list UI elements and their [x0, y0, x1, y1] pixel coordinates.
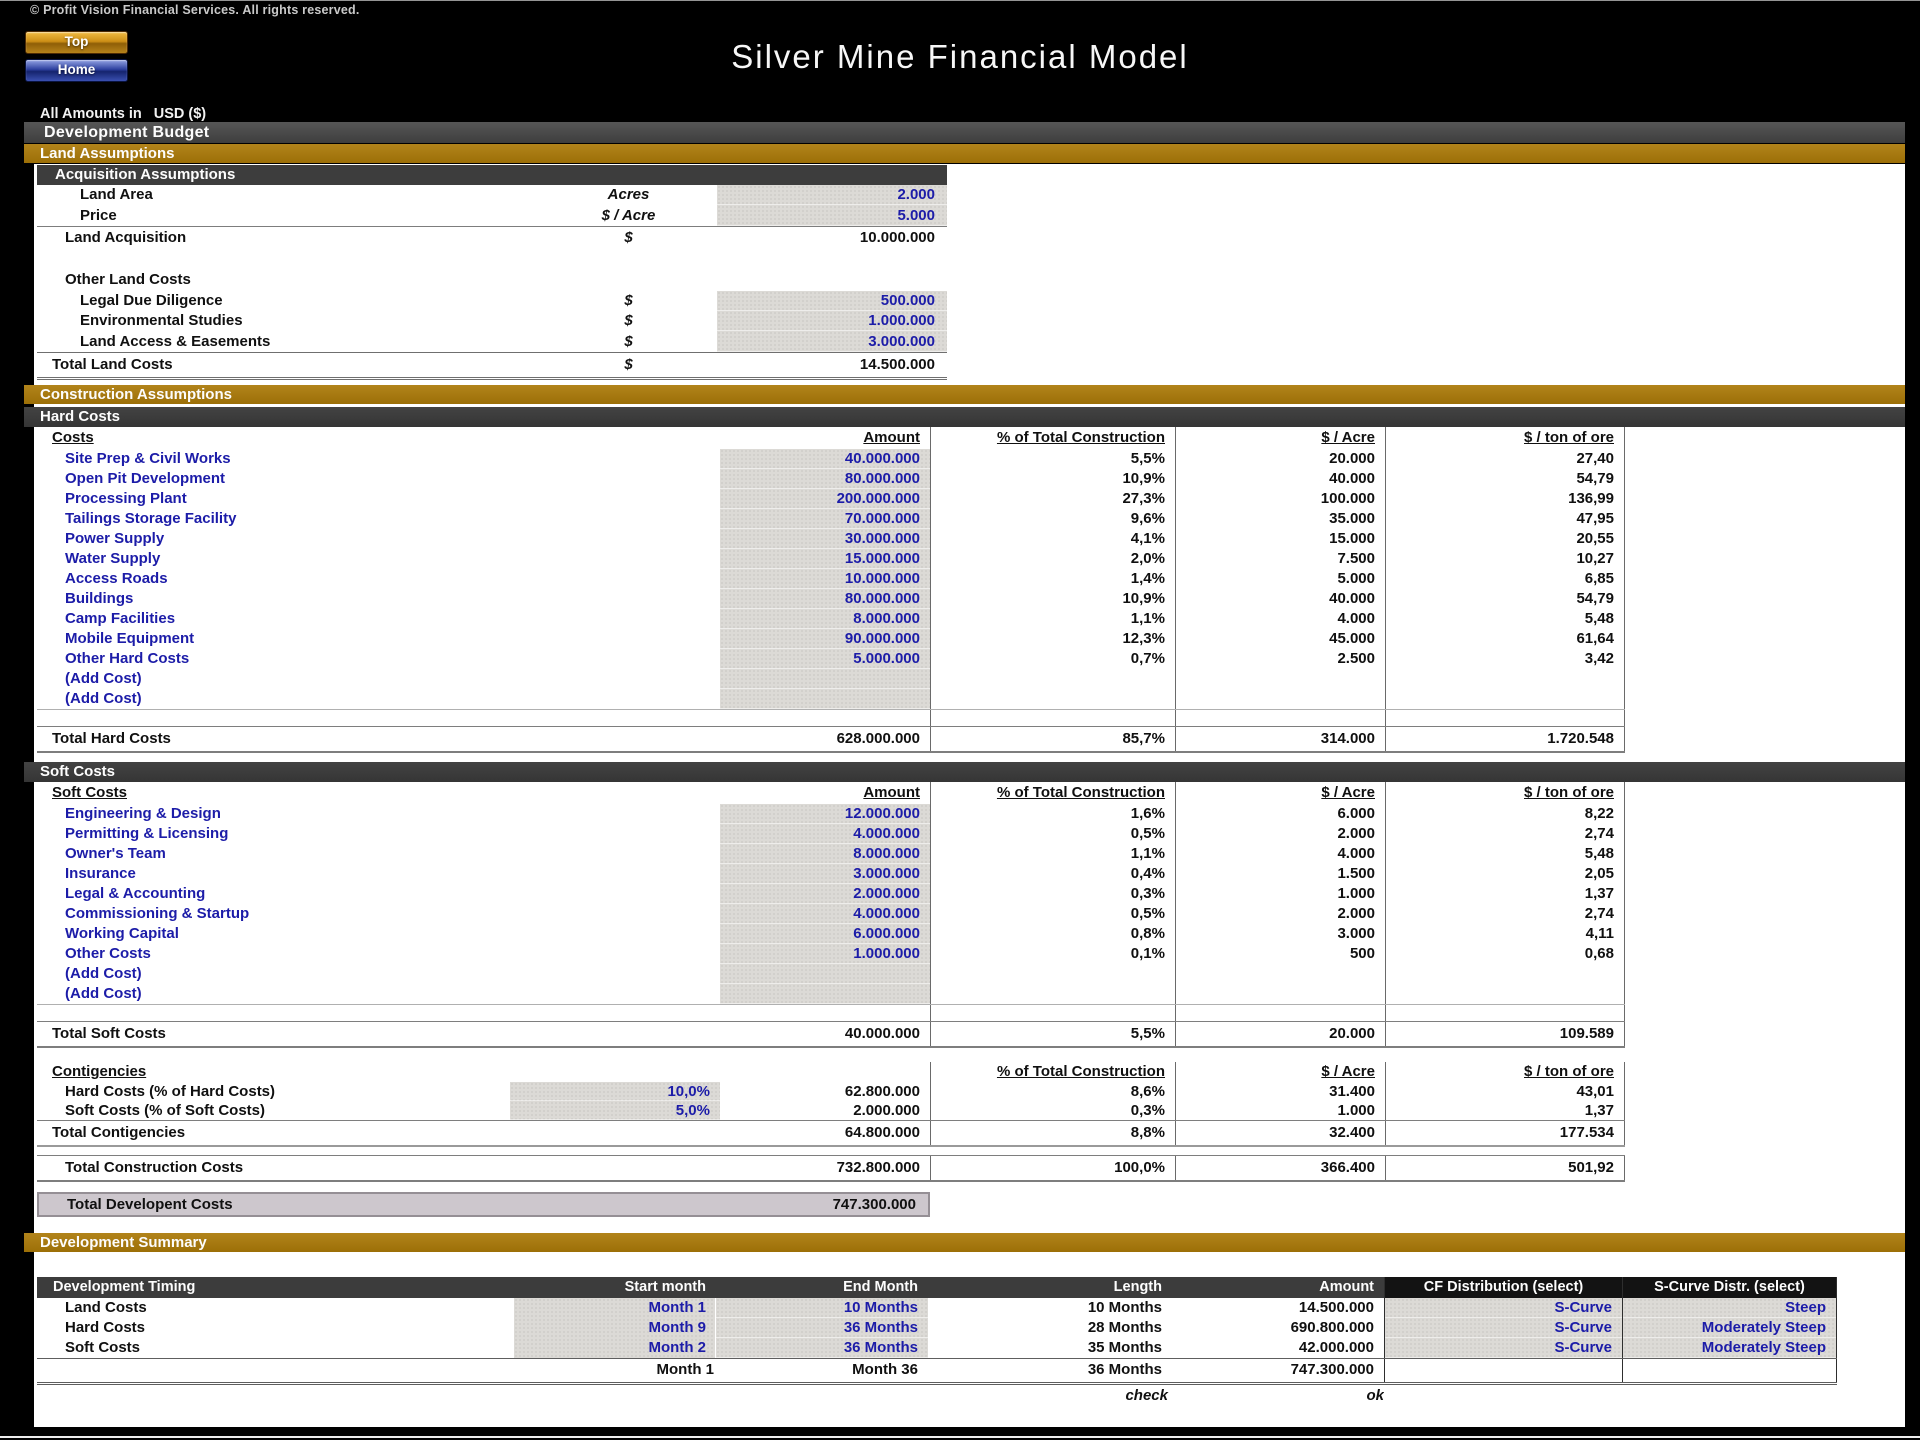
cost-label[interactable]: Mobile Equipment — [65, 630, 195, 647]
total-per-acre: 32.400 — [1175, 1121, 1385, 1145]
table-row — [37, 844, 1625, 864]
per-acre-cell: 1.000 — [1175, 1101, 1385, 1120]
value-cell: 10.000.000 — [859, 229, 935, 246]
col-header-pct: % of Total Construction — [930, 427, 1175, 449]
cost-label[interactable]: Buildings — [65, 590, 134, 607]
amount-input[interactable]: 15.000.000 — [720, 549, 930, 569]
section-development-summary: Development Summary — [24, 1233, 1905, 1252]
table-row — [37, 185, 947, 205]
per-acre-cell: 4.000 — [1175, 609, 1385, 629]
total-per-acre: 366.400 — [1175, 1156, 1385, 1180]
cost-label[interactable]: Engineering & Design — [65, 805, 221, 822]
check-label: check — [1125, 1387, 1168, 1404]
cost-label[interactable]: Power Supply — [65, 530, 165, 547]
soft-costs-table — [37, 782, 1625, 1048]
check-row — [37, 1385, 1837, 1406]
contingencies-table — [37, 1062, 1625, 1147]
cf-distribution-select[interactable]: S-Curve — [1384, 1318, 1622, 1338]
home-button[interactable]: Home — [25, 59, 128, 82]
amount-cell: 14.500.000 — [1298, 1299, 1374, 1316]
col-header-per-ton: $ / ton of ore — [1385, 1062, 1625, 1082]
per-ton-cell: 10,27 — [1385, 549, 1625, 569]
total-amount: 732.800.000 — [836, 1159, 920, 1176]
length-cell: 28 Months — [1087, 1319, 1162, 1336]
total-per-ton: 177.534 — [1385, 1121, 1625, 1145]
amount-input[interactable] — [720, 689, 930, 709]
per-acre-cell: 1.500 — [1175, 864, 1385, 884]
scurve-select[interactable]: Moderately Steep — [1622, 1318, 1837, 1338]
total-value: 14.500.000 — [859, 356, 935, 373]
unit-cell: $ — [624, 356, 633, 373]
total-label: Total Land Costs — [52, 356, 173, 373]
per-acre-cell: 2.000 — [1175, 904, 1385, 924]
top-button[interactable]: Top — [25, 31, 128, 54]
per-acre-cell: 15.000 — [1175, 529, 1385, 549]
end-month-input[interactable]: 10 Months — [716, 1298, 928, 1318]
amount-input[interactable]: 6.000.000 — [720, 924, 930, 944]
cost-label[interactable]: Access Roads — [65, 570, 168, 587]
cost-label[interactable]: Open Pit Development — [65, 470, 226, 487]
col-header-start: Start month — [514, 1277, 716, 1298]
spacer-row — [37, 249, 947, 269]
total-row — [37, 1358, 1837, 1385]
col-header-pct: % of Total Construction — [930, 1062, 1175, 1082]
per-ton-cell: 1,37 — [1385, 884, 1625, 904]
per-acre-cell: 6.000 — [1175, 804, 1385, 824]
total-pct: 5,5% — [930, 1022, 1175, 1046]
end-month-input[interactable]: 36 Months — [716, 1338, 928, 1358]
total-per-acre: 314.000 — [1175, 727, 1385, 751]
pct-cell: 12,3% — [930, 629, 1175, 649]
total-label: Total Soft Costs — [52, 1025, 166, 1042]
check-status: ok — [1366, 1387, 1384, 1404]
total-per-ton: 1.720.548 — [1385, 727, 1625, 751]
add-cost-label[interactable]: (Add Cost) — [65, 965, 142, 982]
per-acre-cell: 2.000 — [1175, 824, 1385, 844]
amount-input[interactable]: 12.000.000 — [720, 804, 930, 824]
amount-input[interactable] — [720, 984, 930, 1004]
total-per-acre: 20.000 — [1175, 1022, 1385, 1046]
col-header-soft-costs: Soft Costs — [52, 784, 127, 801]
end-month-input[interactable]: 36 Months — [716, 1318, 928, 1338]
row-label: Land Costs — [65, 1299, 147, 1316]
cost-label[interactable]: Site Prep & Civil Works — [65, 450, 231, 467]
row-label: Hard Costs (% of Hard Costs) — [65, 1083, 276, 1100]
unit-cell: $ / Acre — [601, 207, 656, 224]
cost-label[interactable]: Legal & Accounting — [65, 885, 206, 902]
per-acre-cell: 45.000 — [1175, 629, 1385, 649]
unit-cell: $ — [624, 333, 633, 350]
amount-input[interactable]: 1.000.000 — [720, 944, 930, 964]
pct-cell: 0,8% — [930, 924, 1175, 944]
table-row — [37, 449, 1625, 469]
per-ton-cell: 5,48 — [1385, 609, 1625, 629]
per-ton-cell: 3,42 — [1385, 649, 1625, 669]
pct-cell: 10,9% — [930, 469, 1175, 489]
col-header-per-acre: $ / Acre — [1175, 427, 1385, 449]
total-row — [37, 1120, 1625, 1147]
per-acre-cell: 7.500 — [1175, 549, 1385, 569]
pct-cell: 9,6% — [930, 509, 1175, 529]
per-acre-cell: 500 — [1175, 944, 1385, 964]
section-development-budget: Development Budget — [24, 122, 1905, 143]
total-amount: 64.800.000 — [844, 1124, 920, 1141]
total-amount: 628.000.000 — [836, 730, 920, 747]
pct-cell: 0,3% — [930, 884, 1175, 904]
table-row — [37, 331, 947, 352]
amount-input[interactable]: 40.000.000 — [720, 449, 930, 469]
total-label: Total Hard Costs — [52, 730, 171, 747]
bottom-divider — [0, 1436, 1920, 1438]
table-row — [37, 529, 1625, 549]
pct-cell: 8,6% — [930, 1082, 1175, 1101]
table-row — [37, 569, 1625, 589]
amount-input[interactable]: 90.000.000 — [720, 629, 930, 649]
table-row — [37, 1318, 1837, 1338]
table-row — [37, 589, 1625, 609]
table-row — [37, 311, 947, 331]
table-row — [37, 884, 1625, 904]
header-row — [37, 1277, 1837, 1298]
per-ton-cell: 2,05 — [1385, 864, 1625, 884]
subsection-soft-costs: Soft Costs — [24, 762, 1905, 782]
amount-input[interactable]: 3.000.000 — [720, 864, 930, 884]
per-acre-cell: 40.000 — [1175, 589, 1385, 609]
per-ton-cell: 54,79 — [1385, 589, 1625, 609]
pct-cell: 10,9% — [930, 589, 1175, 609]
hard-costs-table — [37, 427, 1625, 753]
scurve-select[interactable]: Moderately Steep — [1622, 1338, 1837, 1358]
cost-label[interactable]: Insurance — [65, 865, 136, 882]
total-per-ton: 109.589 — [1385, 1022, 1625, 1046]
total-end: Month 36 — [852, 1361, 918, 1378]
amount-input[interactable]: 4.000.000 — [720, 824, 930, 844]
cost-label[interactable]: Commissioning & Startup — [65, 905, 250, 922]
page-title: Silver Mine Financial Model — [731, 38, 1189, 75]
per-ton-cell: 0,68 — [1385, 944, 1625, 964]
table-row — [37, 269, 947, 291]
spacer-row — [37, 1004, 1625, 1021]
land-table — [37, 185, 947, 380]
per-ton-cell: 4,11 — [1385, 924, 1625, 944]
length-cell: 35 Months — [1087, 1339, 1162, 1356]
total-per-ton: 501,92 — [1385, 1156, 1625, 1180]
hard-contingency-pct-input[interactable]: 10,0% — [510, 1082, 720, 1101]
contingencies-header: Contigencies — [52, 1063, 147, 1080]
land-access-input[interactable]: 3.000.000 — [717, 331, 947, 352]
table-row — [37, 489, 1625, 509]
amount-cell: 2.000.000 — [853, 1102, 920, 1119]
spacer-row — [37, 709, 1625, 726]
top-divider — [0, 0, 1920, 1]
per-ton-cell: 43,01 — [1385, 1082, 1625, 1101]
pct-cell: 0,1% — [930, 944, 1175, 964]
total-pct: 100,0% — [930, 1156, 1175, 1180]
total-development-band — [37, 1192, 930, 1217]
cost-label[interactable]: Permitting & Licensing — [65, 825, 229, 842]
col-header-cf-distribution: CF Distribution (select) — [1384, 1277, 1622, 1298]
cost-label[interactable]: Working Capital — [65, 925, 179, 942]
pct-cell: 4,1% — [930, 529, 1175, 549]
add-cost-row — [37, 689, 1625, 709]
row-label: Hard Costs — [65, 1319, 146, 1336]
amount-input[interactable]: 70.000.000 — [720, 509, 930, 529]
per-ton-cell: 61,64 — [1385, 629, 1625, 649]
row-label: Land Area — [80, 186, 153, 203]
pct-cell: 1,4% — [930, 569, 1175, 589]
col-header-end: End Month — [716, 1277, 928, 1298]
start-month-input[interactable]: Month 2 — [514, 1338, 716, 1358]
total-amount: 40.000.000 — [844, 1025, 920, 1042]
add-cost-label[interactable]: (Add Cost) — [65, 985, 142, 1002]
scurve-select[interactable]: Steep — [1622, 1298, 1837, 1318]
cost-label[interactable]: Owner's Team — [65, 845, 166, 862]
col-header-pct: % of Total Construction — [930, 782, 1175, 804]
start-month-input[interactable]: Month 1 — [514, 1298, 716, 1318]
total-length: 36 Months — [1087, 1361, 1162, 1378]
total-construction-row — [37, 1155, 1625, 1182]
table-row — [37, 804, 1625, 824]
cost-label[interactable]: Other Hard Costs — [65, 650, 190, 667]
total-label: Total Construction Costs — [65, 1159, 244, 1176]
table-row — [37, 1101, 1625, 1120]
col-header-per-acre: $ / Acre — [1175, 782, 1385, 804]
amounts-note-prefix: All Amounts in — [40, 106, 142, 122]
total-label: Total Contigencies — [52, 1124, 186, 1141]
cost-label[interactable]: Water Supply — [65, 550, 161, 567]
amount-cell: 42.000.000 — [1298, 1339, 1374, 1356]
row-label: Environmental Studies — [80, 312, 243, 329]
pct-cell: 0,7% — [930, 649, 1175, 669]
subsection-acquisition-assumptions: Acquisition Assumptions — [37, 165, 947, 185]
amount-cell: 690.800.000 — [1290, 1319, 1374, 1336]
col-header-amount: Amount — [863, 429, 920, 446]
unit-cell: Acres — [607, 186, 650, 203]
development-summary-table — [37, 1277, 1837, 1406]
table-row — [37, 924, 1625, 944]
per-ton-cell: 27,40 — [1385, 449, 1625, 469]
row-label: Legal Due Diligence — [80, 292, 223, 309]
amount-input[interactable]: 30.000.000 — [720, 529, 930, 549]
header-row — [37, 782, 1625, 804]
per-acre-cell: 3.000 — [1175, 924, 1385, 944]
col-header-per-ton: $ / ton of ore — [1385, 782, 1625, 804]
pct-cell: 1,6% — [930, 804, 1175, 824]
per-acre-cell: 40.000 — [1175, 469, 1385, 489]
total-pct: 85,7% — [930, 727, 1175, 751]
total-amount: 747.300.000 — [1290, 1361, 1374, 1378]
table-row — [37, 291, 947, 311]
total-start: Month 1 — [656, 1361, 714, 1378]
col-header-length: Length — [928, 1277, 1172, 1298]
start-month-input[interactable]: Month 9 — [514, 1318, 716, 1338]
row-label: Soft Costs (% of Soft Costs) — [65, 1102, 265, 1119]
section-construction-assumptions: Construction Assumptions — [24, 385, 1905, 404]
pct-cell: 0,3% — [930, 1101, 1175, 1120]
total-row — [37, 352, 947, 380]
col-header-costs: Costs — [52, 429, 94, 446]
col-header-timing: Development Timing — [37, 1277, 514, 1298]
amounts-note-currency: USD ($) — [153, 106, 207, 122]
amount-input[interactable]: 5.000.000 — [720, 649, 930, 669]
per-acre-cell: 20.000 — [1175, 449, 1385, 469]
pct-cell: 5,5% — [930, 449, 1175, 469]
per-acre-cell: 5.000 — [1175, 569, 1385, 589]
total-pct: 8,8% — [930, 1121, 1175, 1145]
per-acre-cell: 1.000 — [1175, 884, 1385, 904]
total-row — [37, 1021, 1625, 1048]
amount-input[interactable]: 2.000.000 — [720, 884, 930, 904]
per-ton-cell: 54,79 — [1385, 469, 1625, 489]
row-label: Price — [80, 207, 117, 224]
col-header-per-acre: $ / Acre — [1175, 1062, 1385, 1082]
per-ton-cell: 2,74 — [1385, 824, 1625, 844]
col-header-amount: Amount — [1172, 1277, 1384, 1298]
amount-input[interactable]: 10.000.000 — [720, 569, 930, 589]
row-label: Land Acquisition — [65, 229, 187, 246]
table-row — [37, 1338, 1837, 1358]
per-ton-cell: 8,22 — [1385, 804, 1625, 824]
table-row — [37, 629, 1625, 649]
table-row — [37, 944, 1625, 964]
per-ton-cell: 136,99 — [1385, 489, 1625, 509]
length-cell: 10 Months — [1087, 1299, 1162, 1316]
per-ton-cell: 47,95 — [1385, 509, 1625, 529]
amount-input[interactable]: 200.000.000 — [720, 489, 930, 509]
col-header-per-ton: $ / ton of ore — [1385, 427, 1625, 449]
per-ton-cell: 6,85 — [1385, 569, 1625, 589]
pct-cell: 0,5% — [930, 824, 1175, 844]
col-header-amount: Amount — [863, 784, 920, 801]
amount-input[interactable]: 4.000.000 — [720, 904, 930, 924]
per-ton-cell: 2,74 — [1385, 904, 1625, 924]
land-area-input[interactable]: 2.000 — [717, 185, 947, 205]
table-row — [37, 509, 1625, 529]
cf-distribution-select[interactable]: S-Curve — [1384, 1338, 1622, 1358]
unit-cell: $ — [624, 292, 633, 309]
per-acre-cell: 100.000 — [1175, 489, 1385, 509]
amount-input[interactable]: 80.000.000 — [720, 589, 930, 609]
table-row — [37, 1082, 1625, 1101]
section-land-assumptions: Land Assumptions — [24, 144, 1905, 163]
col-header-scurve: S-Curve Distr. (select) — [1622, 1277, 1837, 1298]
add-cost-row — [37, 964, 1625, 984]
amounts-note — [40, 106, 206, 122]
per-ton-cell: 20,55 — [1385, 529, 1625, 549]
total-row — [37, 726, 1625, 753]
amount-input[interactable] — [720, 964, 930, 984]
pct-cell: 2,0% — [930, 549, 1175, 569]
table-row — [37, 469, 1625, 489]
amount-input[interactable]: 8.000.000 — [720, 844, 930, 864]
header-row — [37, 427, 1625, 449]
table-row — [37, 649, 1625, 669]
soft-contingency-pct-input[interactable]: 5,0% — [510, 1101, 720, 1120]
per-ton-cell: 1,37 — [1385, 1101, 1625, 1120]
per-acre-cell: 2.500 — [1175, 649, 1385, 669]
legal-due-diligence-input[interactable]: 500.000 — [717, 291, 947, 311]
subsection-hard-costs: Hard Costs — [24, 407, 1905, 427]
table-row — [37, 904, 1625, 924]
copyright: © Profit Vision Financial Services. All rights reserved. — [30, 3, 360, 17]
amount-cell: 62.800.000 — [844, 1083, 920, 1100]
pct-cell: 27,3% — [930, 489, 1175, 509]
header-row — [37, 1062, 1625, 1082]
row-label: Land Access & Easements — [80, 333, 271, 350]
table-row — [37, 824, 1625, 844]
add-cost-row — [37, 669, 1625, 689]
unit-cell: $ — [624, 229, 633, 246]
cost-label[interactable]: Camp Facilities — [65, 610, 176, 627]
per-acre-cell: 4.000 — [1175, 844, 1385, 864]
pct-cell: 1,1% — [930, 609, 1175, 629]
per-ton-cell: 5,48 — [1385, 844, 1625, 864]
add-cost-label[interactable]: (Add Cost) — [65, 670, 142, 687]
cf-distribution-select[interactable]: S-Curve — [1384, 1298, 1622, 1318]
table-row — [37, 609, 1625, 629]
table-row — [37, 1298, 1837, 1318]
per-acre-cell: 35.000 — [1175, 509, 1385, 529]
pct-cell: 1,1% — [930, 844, 1175, 864]
table-row — [37, 549, 1625, 569]
cost-label[interactable]: Tailings Storage Facility — [65, 510, 237, 527]
cost-label[interactable]: Other Costs — [65, 945, 151, 962]
total-label: Total Developent Costs — [67, 1196, 233, 1213]
add-cost-row — [37, 984, 1625, 1004]
amount-input[interactable] — [720, 669, 930, 689]
unit-cell: $ — [624, 312, 633, 329]
land-price-input[interactable]: 5.000 — [717, 205, 947, 226]
table-row — [37, 227, 947, 249]
cost-label[interactable]: Processing Plant — [65, 490, 187, 507]
group-label: Other Land Costs — [65, 271, 191, 288]
amount-input[interactable]: 8.000.000 — [720, 609, 930, 629]
pct-cell: 0,5% — [930, 904, 1175, 924]
add-cost-label[interactable]: (Add Cost) — [65, 690, 142, 707]
total-amount: 747.300.000 — [832, 1196, 916, 1213]
table-row — [37, 864, 1625, 884]
environmental-studies-input[interactable]: 1.000.000 — [717, 311, 947, 331]
per-acre-cell: 31.400 — [1175, 1082, 1385, 1101]
amount-input[interactable]: 80.000.000 — [720, 469, 930, 489]
table-row — [37, 205, 947, 227]
pct-cell: 0,4% — [930, 864, 1175, 884]
row-label: Soft Costs — [65, 1339, 140, 1356]
